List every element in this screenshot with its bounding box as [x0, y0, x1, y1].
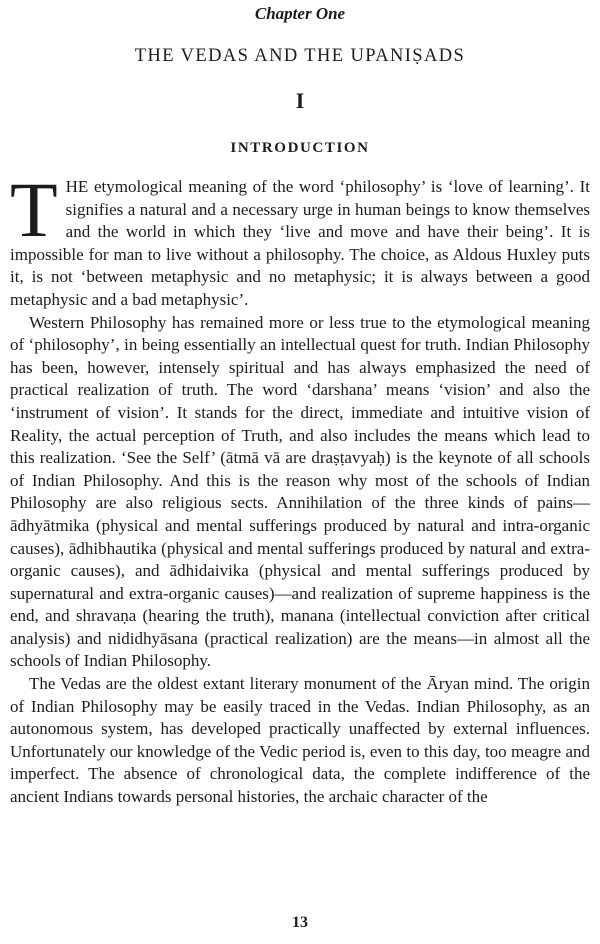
section-number: I: [295, 88, 305, 113]
paragraph-2: Western Philosophy has remained more or less true to the etymological meaning of ‘philosophy’, in being essentially an intellectual quest for truth. Indian Philosophy has been, however, intensely spiritual and has always emphasized the need of practical realization of truth. The word ‘darshana’ means ‘vision’ and also the ‘instrument of vision’. It stands for the direct, immediate and intuitive vision of Reality, the actual perception of Truth, and also includes the means which lead to this realization. ‘See the Self’ (ātmā vā are draṣṭavyaḥ) is the keynote of all schools of Indian Philosophy. And this is the reason why most of the schools of Indian Philosophy are also religious sects. Annihilation of the three kinds of pains—ādhyātmika (physical and mental sufferings produced by natural and intra-organic causes), ādhibhautika (physical and mental sufferings produced by natural and extra-organic causes), and ādhidaivika (physical and mental sufferings produced by supernatural and extra-organic causes)—and realization of supreme happiness is the end, and shravaṇa (hearing the truth), manana (intellectual conviction after critical analysis) and nididhyāsana (practical realization) are the means—in almost all the schools of Indian Philosophy.: [10, 312, 590, 671]
body-text: [10, 166, 590, 809]
paragraph-3: The Vedas are the oldest extant literary monument of the Āryan mind. The origin of Indian Philosophy may be easily traced in the Vedas. Indian Philosophy, as an autonomous system, has developed practically unaffected by external influences. Unfortunately our knowledge of the Vedic period is, even to this day, too meagre and imperfect. The absence of chronological data, the complete indifference of the ancient Indians towards personal histories, the archaic character of the: [10, 674, 590, 807]
chapter-label: Chapter One: [254, 4, 346, 23]
paragraph-1-text: HE etymological meaning of the word ‘philosophy’ is ‘love of learning’. It signifies a natural and a necessary urge in human beings to know themselves and the world in which they ‘live and move and have their being’. It is impossible for man to live without a philosophy. The choice, as Aldous Huxley puts it, is not ‘between metaphysic and no metaphysic; it is always between a good metaphysic and a bad metaphysic’.: [10, 177, 590, 309]
section-heading: INTRODUCTION: [230, 140, 370, 156]
chapter-title: THE VEDAS AND THE UPANIṢADS: [134, 46, 466, 66]
drop-cap: T: [10, 166, 58, 253]
page-number: 13: [292, 914, 308, 931]
paragraph-1: [10, 166, 590, 312]
